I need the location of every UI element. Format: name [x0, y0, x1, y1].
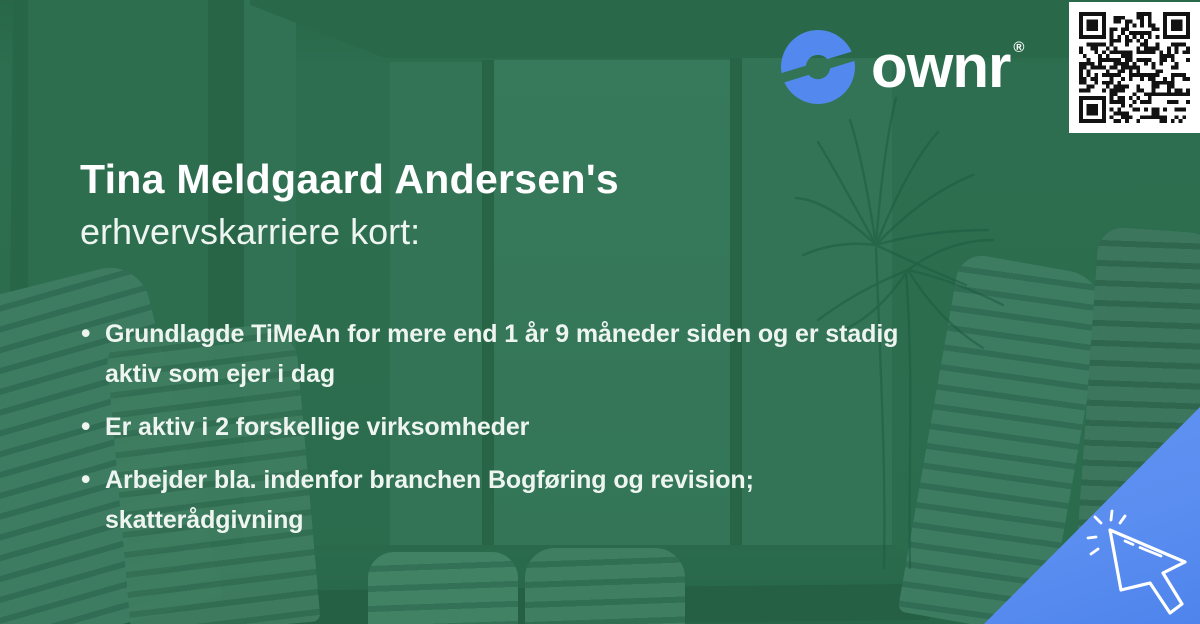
career-facts-list	[80, 314, 910, 540]
career-fact: • Er aktiv i 2 forskellige virksomheder	[80, 407, 910, 447]
chair-silhouette	[525, 548, 685, 624]
qr-code-canvas	[1079, 12, 1190, 123]
registered-trademark: ®	[1013, 38, 1025, 56]
ceiling	[250, 0, 1200, 58]
qr-code	[1069, 2, 1200, 133]
page-title: Tina Meldgaard Andersen's	[80, 156, 619, 202]
career-fact: • Grundlagde TiMeAn for mere end 1 år 9 måneder siden og er stadig aktiv som ejer i dag	[80, 314, 910, 394]
brand-logo-text: ownr	[871, 33, 1011, 100]
page-subtitle: erhvervskarriere kort:	[80, 211, 421, 252]
brand-header	[779, 27, 1024, 107]
chair-silhouette	[368, 552, 518, 624]
ownr-logo-icon	[779, 28, 857, 106]
career-fact: • Arbejder bla. indenfor branchen Bogføring og revision; skatterådgivning	[80, 460, 910, 540]
click-cursor-icon	[1085, 504, 1197, 622]
